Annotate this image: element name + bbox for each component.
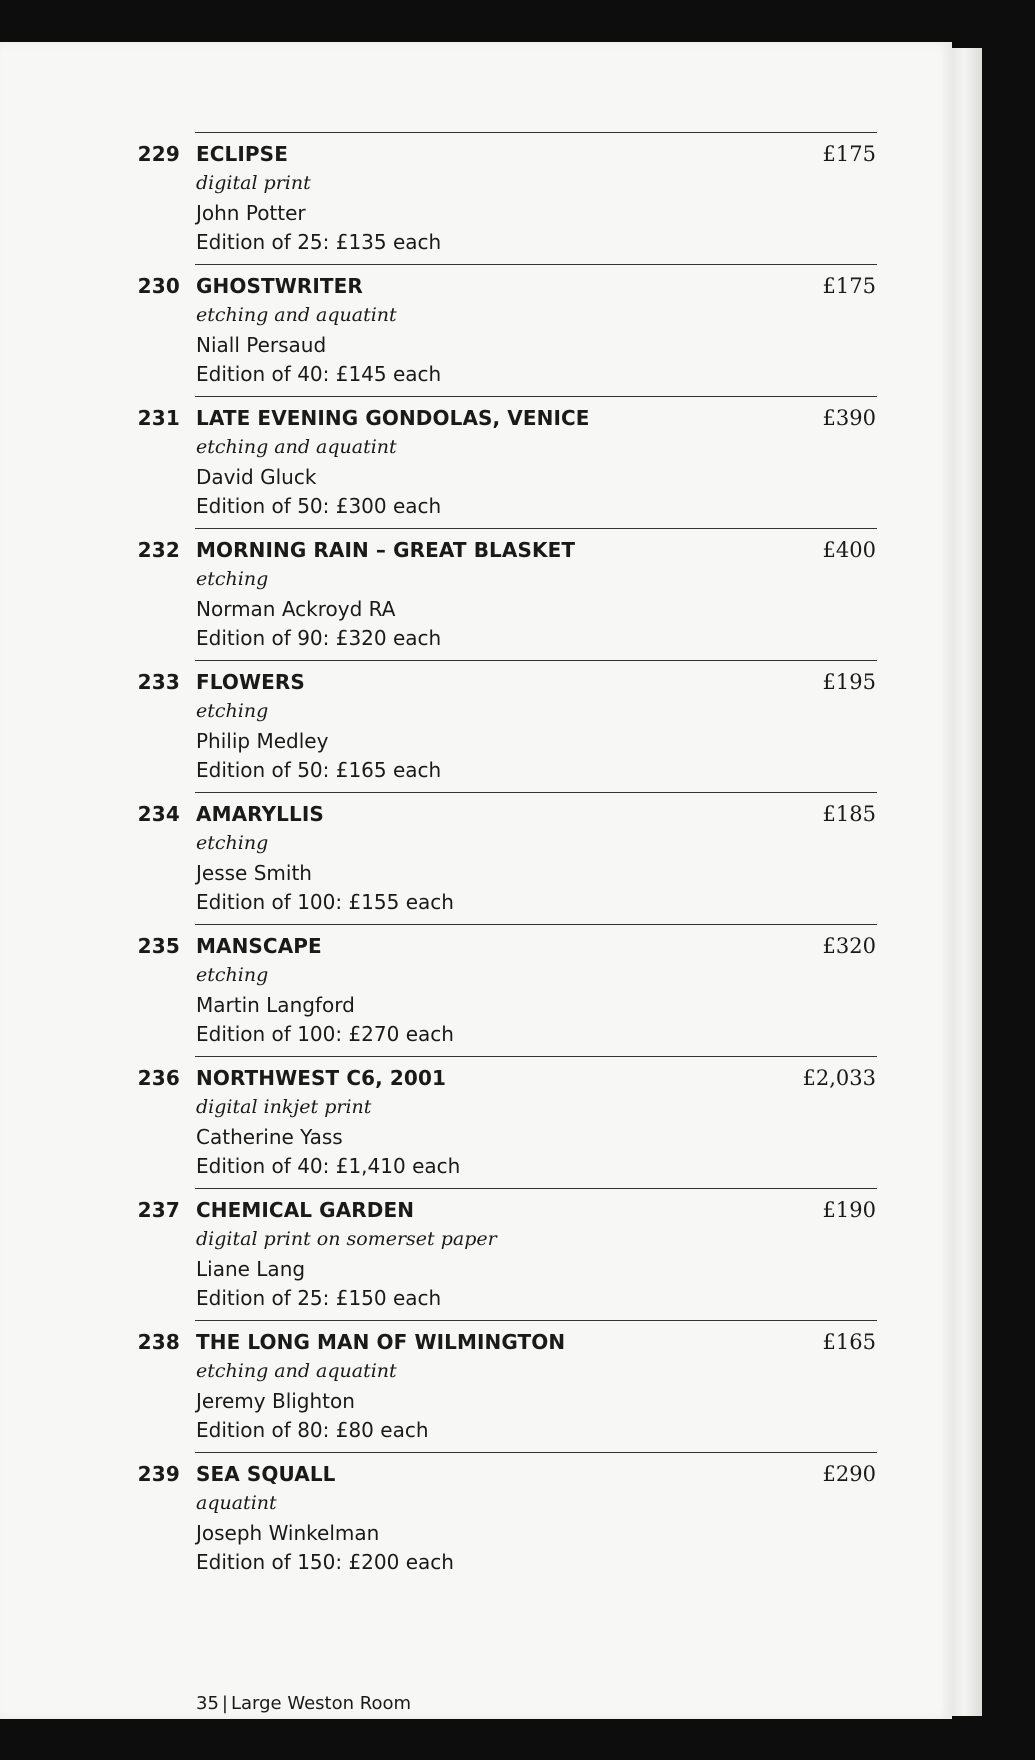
entry-price: £2,033 (802, 1066, 876, 1090)
divider (195, 660, 877, 661)
entry-artist: Joseph Winkelman (196, 1521, 380, 1545)
page-number: 35 (196, 1693, 219, 1714)
entry-number: 229 (137, 142, 180, 166)
room-name: Large Weston Room (230, 1693, 412, 1714)
entry-edition: Edition of 100: £270 each (196, 1022, 454, 1046)
entry-artist: Jesse Smith (196, 861, 312, 885)
entry-price: £195 (822, 670, 876, 694)
entry-artist: Liane Lang (196, 1257, 306, 1281)
entry-price: £175 (822, 142, 876, 166)
entry-price: £290 (822, 1462, 876, 1486)
page-edge (952, 48, 982, 1716)
entry-title: ECLIPSE (196, 142, 288, 166)
entry-price: £320 (822, 934, 876, 958)
entry-title: MANSCAPE (196, 934, 322, 958)
catalogue-entry (0, 1320, 952, 1452)
entry-artist: Philip Medley (196, 729, 329, 753)
entry-number: 232 (137, 538, 180, 562)
entry-title: FLOWERS (196, 670, 305, 694)
divider (195, 792, 877, 793)
catalogue-entry (0, 1188, 952, 1320)
divider (195, 132, 877, 133)
divider (195, 1056, 877, 1057)
entry-medium: etching and aquatint (196, 304, 397, 326)
entry-artist: Martin Langford (196, 993, 355, 1017)
entry-medium: etching (196, 964, 269, 986)
entry-price: £185 (822, 802, 876, 826)
entry-edition: Edition of 50: £165 each (196, 758, 442, 782)
page-footer (196, 1693, 411, 1714)
entry-medium: digital inkjet print (196, 1096, 372, 1118)
entry-medium: digital print (196, 172, 311, 194)
entry-number: 236 (137, 1066, 180, 1090)
entry-edition: Edition of 40: £145 each (196, 362, 442, 386)
entry-price: £390 (822, 406, 876, 430)
entry-artist: Catherine Yass (196, 1125, 343, 1149)
entry-artist: Jeremy Blighton (196, 1389, 355, 1413)
entry-medium: etching and aquatint (196, 436, 397, 458)
catalogue-entry (0, 264, 952, 396)
catalogue-list (0, 132, 952, 1584)
entry-artist: Norman Ackroyd RA (196, 597, 396, 621)
entry-medium: etching (196, 700, 269, 722)
entry-medium: aquatint (196, 1492, 277, 1514)
entry-title: THE LONG MAN OF WILMINGTON (196, 1330, 566, 1354)
entry-title: AMARYLLIS (196, 802, 324, 826)
catalogue-entry (0, 132, 952, 264)
divider (195, 264, 877, 265)
entry-edition: Edition of 150: £200 each (196, 1550, 454, 1574)
catalogue-entry (0, 924, 952, 1056)
entry-price: £175 (822, 274, 876, 298)
entry-medium: etching (196, 568, 269, 590)
entry-title: MORNING RAIN – GREAT BLASKET (196, 538, 576, 562)
entry-number: 233 (137, 670, 180, 694)
entry-artist: Niall Persaud (196, 333, 327, 357)
entry-number: 238 (137, 1330, 180, 1354)
divider (195, 1452, 877, 1453)
catalogue-entry (0, 528, 952, 660)
entry-edition: Edition of 25: £135 each (196, 230, 442, 254)
entry-title: GHOSTWRITER (196, 274, 363, 298)
entry-title: CHEMICAL GARDEN (196, 1198, 415, 1222)
entry-edition: Edition of 100: £155 each (196, 890, 454, 914)
entry-number: 237 (137, 1198, 180, 1222)
entry-number: 235 (137, 934, 180, 958)
entry-price: £190 (822, 1198, 876, 1222)
catalogue-entry (0, 660, 952, 792)
entry-title: LATE EVENING GONDOLAS, VENICE (196, 406, 590, 430)
divider (195, 396, 877, 397)
catalogue-entry (0, 792, 952, 924)
divider (195, 924, 877, 925)
entry-price: £400 (822, 538, 876, 562)
entry-artist: David Gluck (196, 465, 317, 489)
catalogue-entry (0, 396, 952, 528)
entry-price: £165 (822, 1330, 876, 1354)
entry-title: SEA SQUALL (196, 1462, 336, 1486)
entry-number: 231 (137, 406, 180, 430)
divider (195, 1320, 877, 1321)
divider (195, 1188, 877, 1189)
entry-edition: Edition of 25: £150 each (196, 1286, 442, 1310)
entry-number: 239 (137, 1462, 180, 1486)
entry-medium: digital print on somerset paper (196, 1228, 497, 1250)
entry-number: 234 (137, 802, 180, 826)
entry-medium: etching (196, 832, 269, 854)
footer-separator: | (221, 1693, 228, 1714)
catalogue-entry (0, 1452, 952, 1584)
entry-number: 230 (137, 274, 180, 298)
entry-title: NORTHWEST C6, 2001 (196, 1066, 446, 1090)
entry-medium: etching and aquatint (196, 1360, 397, 1382)
entry-edition: Edition of 50: £300 each (196, 494, 442, 518)
entry-edition: Edition of 90: £320 each (196, 626, 442, 650)
entry-edition: Edition of 80: £80 each (196, 1418, 429, 1442)
entry-edition: Edition of 40: £1,410 each (196, 1154, 461, 1178)
divider (195, 528, 877, 529)
entry-artist: John Potter (196, 201, 306, 225)
catalogue-page (0, 42, 952, 1719)
catalogue-entry (0, 1056, 952, 1188)
